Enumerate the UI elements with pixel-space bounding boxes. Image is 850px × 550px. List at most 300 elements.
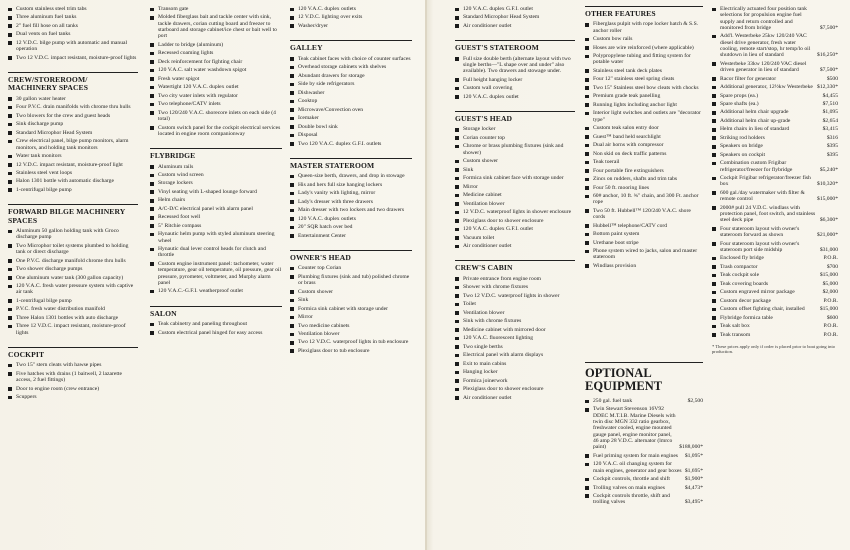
spec-item: Teak cabinetry and paneling throughout — [150, 321, 282, 327]
section-heading: COCKPIT — [8, 347, 138, 359]
option-description: Speakers on cockpit — [720, 151, 766, 158]
option-price: $15,000 — [819, 306, 838, 313]
spec-item: Three Halon 1301 bottles with auto discharge — [8, 315, 138, 321]
spec-item: Sink — [290, 297, 412, 303]
option-item — [712, 109, 838, 115]
spec-item: Two Microphor toilet systems plumbed to holding tank or direct discharge — [8, 243, 138, 256]
spec-item: Plexiglass door to tub enclosure — [290, 348, 412, 354]
option-price: $15,000* — [817, 196, 838, 203]
option-price: $3,495* — [684, 499, 703, 506]
spec-list — [8, 96, 138, 193]
spec-item: Disposal — [290, 132, 412, 138]
option-description: 600 gal./day watermaker with filter & remote control — [720, 189, 805, 203]
spec-item: 12 V.D.C. impact resistant, moisture-proof light — [8, 162, 138, 168]
spec-item: Queen-size berth, drawers, and drop in stowage — [290, 173, 412, 179]
spec-item: Zincs on rudders, shafts and trim tabs — [585, 176, 703, 182]
spec-item: Watertight 120 V.A.C. duplex outlet — [150, 84, 282, 90]
spec-item: Door to engine room (crew entrance) — [8, 386, 138, 392]
option-description: Spare shafts (ea.) — [720, 100, 759, 107]
column-5 — [585, 6, 703, 280]
spec-item: Halon 1301 bottle with automatic discharge — [8, 178, 138, 184]
spec-item: One aluminum water tank (300 gallon capacity) — [8, 275, 138, 281]
spec-item: Four 50 ft. mooring lines — [585, 185, 703, 191]
spec-item: Two 15" Stainless steel bow cleats with chocks — [585, 85, 703, 91]
spec-item: Ventilation blower — [455, 310, 575, 316]
option-description: Fuel priming system for main engines — [593, 452, 678, 459]
spec-item: Shower with chrome fixtures — [455, 284, 575, 290]
option-description: Additional helm chair up-grade — [720, 117, 791, 124]
spec-item: Washer/dryer — [290, 23, 412, 29]
option-item — [712, 101, 838, 107]
spec-item: Custom shower — [455, 158, 575, 164]
option-price: $5,000 — [822, 280, 838, 287]
option-item — [712, 160, 838, 173]
option-price: $4,455 — [822, 92, 838, 99]
spec-item: Ladder to bridge (aluminum) — [150, 42, 282, 48]
spec-section — [150, 306, 282, 336]
spec-section — [150, 148, 282, 295]
option-item — [712, 84, 838, 90]
option-item — [585, 476, 703, 482]
option-price: $2,654 — [822, 117, 838, 124]
spec-item: Polypropylene tubing and fitting system for potable water — [585, 53, 703, 66]
spec-item: Sink discharge pump — [8, 121, 138, 127]
spec-item: Teak toerail — [585, 159, 703, 165]
spec-item: One P.V.C. discharge manifold chrome thru hulls — [8, 258, 138, 264]
spec-item: Electrical panel with alarm displays — [455, 352, 575, 358]
option-item — [712, 226, 838, 239]
spec-item: Full size double berth (alternate layout with two single berths—"L shape over and under" also available). Two drawers and stowage under. — [455, 56, 575, 75]
page-gutter — [425, 0, 427, 550]
spec-section — [455, 6, 575, 29]
spec-item: Ventilation blower — [455, 201, 575, 207]
option-item — [585, 493, 703, 506]
spec-item: A/C-D/C electrical panel with alarm panel — [150, 206, 282, 212]
spec-item: 120 V.A.C. duplex outlet — [455, 94, 575, 100]
spec-section — [585, 6, 703, 269]
option-description: Additional generator, 12½kw Westerbeke — [720, 84, 813, 91]
option-item — [585, 485, 703, 491]
option-price: $4,473* — [684, 484, 703, 491]
spec-item: Double bowl sink — [290, 124, 412, 130]
spec-item: Full height hanging locker — [455, 77, 575, 83]
spec-item: Custom stainless steel trim tabs — [8, 6, 138, 12]
spec-item: Custom bow rails — [585, 36, 703, 42]
spec-item: Two city water inlets with regulator — [150, 93, 282, 99]
spec-item: Standard Microphor Head System — [8, 130, 138, 136]
option-description: Teak covering boards — [720, 280, 769, 287]
spec-item: Crew electrical panel, bilge pump monitors, alarm monitors, and holding tank monitors — [8, 138, 138, 151]
option-description: Enclosed fly bridge — [720, 255, 764, 262]
spec-item: Custom switch panel for the cockpit electrical services located in engine room companionway — [150, 125, 282, 138]
spec-list — [455, 6, 575, 29]
spec-list — [290, 265, 412, 354]
spec-item: Formica sink cabinet face with storage under — [455, 175, 575, 181]
spec-item: Helm chairs — [150, 197, 282, 203]
spec-item: Hubbell™ telephone/CATV cord — [585, 223, 703, 229]
spec-item: Sink with chrome fixtures — [455, 318, 575, 324]
spec-item: Two 120/240 V.A.C. shorecore inlets on each side (4 total) — [150, 110, 282, 123]
spec-item: Mirror — [455, 184, 575, 190]
spec-item: 2" fuel fill hose on all tanks — [8, 23, 138, 29]
spec-item: Custom engine instrument panel: tachometer, water temperature, gear oil temperature, oil pressure, gear oil pressure, pyrometer, voltmeter, and Murphy alarm panel — [150, 261, 282, 286]
spec-item: Running lights including anchor light — [585, 102, 703, 108]
spec-section — [290, 40, 412, 147]
option-price: $395 — [826, 143, 838, 150]
spec-item: Dual air horns with compressor — [585, 142, 703, 148]
spec-list — [150, 321, 282, 336]
options-price-list — [712, 6, 838, 338]
spec-item: Two shower discharge pumps — [8, 266, 138, 272]
option-description: 250 gal. fuel tank — [593, 398, 633, 404]
spec-item: Water tank monitors — [8, 153, 138, 159]
option-price: $10,320* — [817, 181, 838, 188]
spec-item: Two 120 V.A.C. duplex G.F.I. outlets — [290, 141, 412, 147]
option-description: Speakers on bridge — [720, 143, 763, 150]
spec-item: Hynautic helm pump with styled aluminum steering wheel — [150, 231, 282, 244]
spec-item: Cooktop — [290, 98, 412, 104]
option-price: $15,000 — [819, 272, 838, 279]
spec-item: Main dresser with two lockers and two drawers — [290, 207, 412, 213]
spec-item: Premium grade teak panelling — [585, 93, 703, 99]
spec-item: Lady's dresser with three drawers — [290, 199, 412, 205]
spec-item: Vacuum toilet — [455, 235, 575, 241]
spec-item: Two 12 V.D.C. impact resistant, moisture-proof lights — [8, 55, 138, 61]
section-heading: FORWARD BILGE MACHINERY SPACES — [8, 204, 138, 225]
option-description: Helm chairs in lieu of standard — [720, 126, 790, 133]
spec-item: Two single berths — [455, 344, 575, 350]
option-price: P.O.R. — [823, 255, 838, 262]
option-price: $500 — [826, 75, 838, 82]
spec-item: Dual vents on fuel tanks — [8, 31, 138, 37]
option-item — [712, 175, 838, 188]
spec-item: Medicine cabinet — [455, 192, 575, 198]
spec-list — [455, 56, 575, 100]
option-description: Add'l. Westerbeke 25kw 120/240 VAC diesel drive generator, fresh water cooling, remote start/stop, hr temp/lo oil shutdown in lieu of standard — [720, 33, 811, 59]
spec-item: Formica joinerwork — [455, 378, 575, 384]
option-item — [712, 289, 838, 295]
option-item — [712, 190, 838, 203]
spec-item: Bottom paint system — [585, 231, 703, 237]
spec-item: 12 V.D.C. waterproof lights in shower enclosure — [455, 209, 575, 215]
spec-item: Toilet — [455, 301, 575, 307]
spec-item: Custom wall covering — [455, 85, 575, 91]
spec-item: Abundant drawers for storage — [290, 73, 412, 79]
option-description: 2000# pull 24 V.D.C. windlass with protection panel, foot switch, and stainless steel deck pipe — [720, 204, 816, 224]
option-price: $31,000 — [819, 246, 838, 253]
spec-item: Two telephone/CATV inlets — [150, 101, 282, 107]
spec-list — [150, 164, 282, 295]
option-description: Striking rod holders — [720, 134, 765, 141]
spec-section — [8, 347, 138, 400]
spec-item: Formica sink cabinet with storage under — [290, 306, 412, 312]
section-heading: GUEST'S HEAD — [455, 111, 575, 123]
spec-item: 12 V.D.C. lighting over exits — [290, 14, 412, 20]
spec-item: Two medicine cabinets — [290, 323, 412, 329]
spec-item: 1-centrifugal bilge pump — [8, 187, 138, 193]
option-description: 120 V.A.C. oil changing system for main engines, generator and gear boxes — [593, 461, 682, 474]
option-item — [712, 255, 838, 261]
spec-list — [585, 21, 703, 269]
option-price: $16,250* — [817, 52, 838, 59]
spec-item: Aluminum 50 gallon holding tank with Groco discharge pump — [8, 228, 138, 241]
spec-item: Hanging locker — [455, 369, 575, 375]
option-item — [712, 126, 838, 132]
option-price: $3,415 — [822, 126, 838, 133]
spec-item: Stainless steel vent loops — [8, 170, 138, 176]
spec-item: Standard Microphor Head System — [455, 14, 575, 20]
spec-item: 120 V.A.C. duplex outlets — [290, 216, 412, 222]
spec-item: Interior light switches and outlets are "decorator type" — [585, 110, 703, 123]
option-description: Combination custom Frigibar refrigerator/freezer for flybridge — [720, 160, 793, 173]
spec-item: Lady's vanity with lighting, mirror — [290, 190, 412, 196]
spec-section — [455, 111, 575, 249]
spec-item: Two blowers for the crew and guest heads — [8, 113, 138, 119]
option-item — [585, 398, 703, 404]
spec-item: Custom shower — [290, 289, 412, 295]
spec-item: Hynautic dual lever control heads for clutch and throttle — [150, 246, 282, 259]
spec-item: Molded fiberglass bait and tackle center with sink, tackle drawers, corian cutting board and freezer to starboard and storage cabinet/ice chest or bait well to port — [150, 14, 282, 39]
option-description: Custom decor package — [720, 297, 771, 304]
option-description: Four stateroom layout with owner's stateroom port side midship — [720, 240, 800, 253]
option-item — [712, 241, 838, 254]
spec-section — [290, 250, 412, 354]
option-item — [712, 281, 838, 287]
spec-list — [455, 276, 575, 401]
optional-equipment-section — [585, 362, 703, 508]
option-item — [712, 6, 838, 31]
price-footnote: * These prices apply only if order is placed prior to boat going into production. — [712, 344, 836, 355]
spec-section — [290, 158, 412, 239]
spec-item: His and hers full size hanging lockers — [290, 182, 412, 188]
spec-item: Recessed coaming lights — [150, 50, 282, 56]
spec-item: Microwave/Convection oven — [290, 107, 412, 113]
spec-item: P.V.C. fresh water distribution manifold — [8, 306, 138, 312]
spec-item: Five hatches with drains (1 baitwell, 2 lazarette access, 2 fuel fittings) — [8, 371, 138, 384]
option-item — [585, 406, 703, 450]
option-item — [712, 93, 838, 99]
spec-item: Mirror — [290, 314, 412, 320]
option-price: $5,240* — [819, 166, 838, 173]
spec-item: Plexiglass door to shower enclosure — [455, 386, 575, 392]
spec-item: Fresh water spigot — [150, 76, 282, 82]
optional-equipment-list — [585, 398, 703, 506]
section-heading: OTHER FEATURES — [585, 6, 703, 18]
spec-item: Overhead storage cabinets with shelves — [290, 64, 412, 70]
spec-list — [455, 126, 575, 249]
option-description: Trash compactor — [720, 263, 758, 270]
option-item — [712, 332, 838, 338]
spec-section — [455, 40, 575, 100]
option-item — [712, 118, 838, 124]
option-item — [712, 143, 838, 149]
column-7 — [712, 6, 838, 354]
spec-item: Four portable fire extinguishers — [585, 168, 703, 174]
spec-item: Corian counter top — [455, 135, 575, 141]
section-heading: CREW'S CABIN — [455, 260, 575, 272]
spec-section — [455, 260, 575, 400]
option-description: Teak salt box — [720, 323, 750, 330]
column-4 — [455, 6, 575, 412]
section-heading: MASTER STATEROOM — [290, 158, 412, 170]
option-price: $2,000 — [822, 289, 838, 296]
option-description: Twin Stewart Stevenson 16V92 DDEC M.T.I.B. Marine Diesels with twin disc MGN 332 ratio gearbox, freshwater cooled, engine mounted gauge panel, engine monitor panel, 46 amp 28 V.D.C. alternator (lmrco paint) — [593, 406, 676, 451]
spec-item: Teak cabinet faces with choice of counter surfaces — [290, 56, 412, 62]
spec-item: 12 V.D.C. bilge pump with automatic and manual operation — [8, 40, 138, 53]
spec-item: Storage locker — [455, 126, 575, 132]
spec-item: Stainless steel tank deck plates — [585, 68, 703, 74]
spec-list — [8, 228, 138, 336]
spec-item: 1-centrifugal bilge pump — [8, 298, 138, 304]
option-price: $395 — [826, 151, 838, 158]
spec-item: Sink — [455, 167, 575, 173]
option-price: $600 — [826, 314, 838, 321]
section-heading: FLYBRIDGE — [150, 148, 282, 160]
spec-item: Storage lockers — [150, 180, 282, 186]
section-heading: GALLEY — [290, 40, 412, 52]
spec-item: 20" SQR hatch over bed — [290, 224, 412, 230]
section-heading: OWNER'S HEAD — [290, 250, 412, 262]
spec-item: Plumbing fixtures (sink and tub) polished chrome or brass — [290, 274, 412, 287]
section-heading: SALON — [150, 306, 282, 318]
spec-list — [290, 173, 412, 239]
spec-item: Aluminum rails — [150, 164, 282, 170]
spec-item: Custom electrical panel hinged for easy access — [150, 330, 282, 336]
option-item — [712, 298, 838, 304]
option-item — [585, 453, 703, 459]
option-description: Westerbeke 33kw 120/240 VAC diesel driven generator in lieu of standard — [720, 60, 807, 74]
spec-item: Hoses are wire reinforced (where applicable) — [585, 45, 703, 51]
spec-section — [8, 72, 138, 193]
option-description: Custom engraved mirror package — [720, 289, 795, 296]
spec-item: Non skid on deck traffic patterns — [585, 151, 703, 157]
spec-item: 120 V.A.C. salt water washdown spigot — [150, 67, 282, 73]
spec-item: Two 12 V.D.C. waterproof lights in shower — [455, 293, 575, 299]
spec-item: Three aluminum fuel tanks — [8, 14, 138, 20]
spec-item: Two 50 ft. Hubbell™ 120/240 V.A.C. shore cords — [585, 208, 703, 221]
option-price: $7,500* — [819, 67, 838, 74]
spec-item: Deck reinforcement for fighting chair — [150, 59, 282, 65]
option-description: Spare props (ea.) — [720, 92, 759, 99]
option-price: $700 — [826, 263, 838, 270]
option-description: Electrically actuated four position tank selections for propulsion engine fuel supply and return controlled and monitored from bridge — [720, 6, 807, 31]
spec-item: Custom wind screen — [150, 172, 282, 178]
spec-list — [290, 6, 412, 29]
spec-item: Exit to main cabins — [455, 361, 575, 367]
column-1 — [8, 6, 138, 411]
spec-item: 120 V.A.C. duplex G.F.I. outlet — [455, 226, 575, 232]
option-price: $188,000* — [679, 444, 703, 451]
option-description: Cockpit controls, throttle and shift — [593, 476, 670, 483]
spec-item: Counter top Corian — [290, 265, 412, 271]
spec-list — [290, 56, 412, 147]
spec-item: Entertainment Center — [290, 233, 412, 239]
option-item — [712, 76, 838, 82]
option-price: $7,500* — [819, 24, 838, 31]
option-description: Cockpit controls throttle, shift and trolling valves — [593, 492, 670, 506]
option-item — [712, 323, 838, 329]
section-heading: CREW/STOREROOM/ MACHINERY SPACES — [8, 72, 138, 93]
option-price: $1,900* — [684, 476, 703, 483]
option-price: $1,095* — [684, 452, 703, 459]
option-price: $1,695* — [684, 467, 703, 474]
spec-item: Windlass provision — [585, 263, 703, 269]
spec-item: Custom teak salon entry door — [585, 125, 703, 131]
option-item — [585, 461, 703, 474]
option-item — [712, 135, 838, 141]
spec-section — [150, 6, 282, 137]
option-price: P.O.R. — [823, 323, 838, 330]
option-item — [712, 306, 838, 312]
option-description: Four stateroom layout with owner's stateroom forward as shown — [720, 225, 800, 239]
spec-item: Air conditioner outlet — [455, 243, 575, 249]
spec-list — [8, 362, 138, 400]
option-item — [712, 264, 838, 270]
spec-item: Private entrance from engine room — [455, 276, 575, 282]
spec-section — [8, 204, 138, 336]
option-price: $12,330* — [817, 84, 838, 91]
spec-list — [150, 6, 282, 137]
option-description: Teak cockpit sole — [720, 272, 760, 279]
spec-item: Urethane boot stripe — [585, 240, 703, 246]
option-price: P.O.R. — [823, 331, 838, 338]
spec-item: Vinyl seating with L-shaped lounge forward — [150, 189, 282, 195]
spec-item: Three 12 V.D.C. impact resistant, moisture-proof lights — [8, 323, 138, 336]
option-description: Trolling valves on main engines — [593, 484, 665, 491]
spec-item: 120 V.A.C. duplex outlets — [290, 6, 412, 12]
spec-item: Chrome or brass plumbing fixtures (sink and shower) — [455, 143, 575, 156]
option-description: Flybridge formica table — [720, 314, 773, 321]
spec-item: Two 12 V.D.C. waterproof lights in tub enclosure — [290, 339, 412, 345]
option-item — [712, 272, 838, 278]
spec-item: 5" Ritchie compass — [150, 223, 282, 229]
spec-item: Icemaker — [290, 115, 412, 121]
spec-item: 120 V.A.C. duplex G.F.I. outlet — [455, 6, 575, 12]
column-2 — [150, 6, 282, 347]
option-description: Custom offset fighting chair, installed — [720, 306, 805, 313]
option-description: Cockpit Frigibar refrigerator/freezer fish box — [720, 175, 811, 188]
spec-item: Medicine cabinet with mirrored door — [455, 327, 575, 333]
spec-item: 120 V.A.C. fluorescent lighting — [455, 335, 575, 341]
spec-list — [8, 6, 138, 61]
option-item — [712, 315, 838, 321]
option-price: $1,095 — [822, 109, 838, 116]
option-price: $21,000* — [817, 232, 838, 239]
option-description: Racor filter for generator — [720, 75, 777, 82]
option-item — [712, 33, 838, 58]
option-price: $7,510 — [822, 100, 838, 107]
spec-item: Dishwasher — [290, 90, 412, 96]
option-description: Additional helm chair upgrade — [720, 109, 789, 116]
spec-item: 120 V.A.C.-G.F.I. weatherproof outlet — [150, 288, 282, 294]
option-price: $6,300* — [819, 217, 838, 224]
spec-item: Four P.V.C. drain manifolds with chrome thru hulls — [8, 104, 138, 110]
option-item — [712, 152, 838, 158]
spec-item: Four 12" stainless steel spring cleats — [585, 76, 703, 82]
spec-item: Transom gate — [150, 6, 282, 12]
option-item — [712, 61, 838, 74]
spec-item: Air conditioner outlet — [455, 23, 575, 29]
spec-item: 30 gallon water heater — [8, 96, 138, 102]
option-item — [712, 205, 838, 224]
optional-equipment-title: OPTIONAL EQUIPMENT — [585, 362, 703, 393]
spec-item: 120 V.A.C. fresh water pressure system with captive air tank — [8, 283, 138, 296]
option-description: Teak transom — [720, 331, 751, 338]
spec-item: Guest™ band held searchlight — [585, 134, 703, 140]
option-price: $316 — [826, 134, 838, 141]
spec-item: 60# anchor, 10 ft. ¾" chain, and 300 Ft. anchor rope — [585, 193, 703, 206]
spec-item: Two 15" stern cleats with hawse pipes — [8, 362, 138, 368]
